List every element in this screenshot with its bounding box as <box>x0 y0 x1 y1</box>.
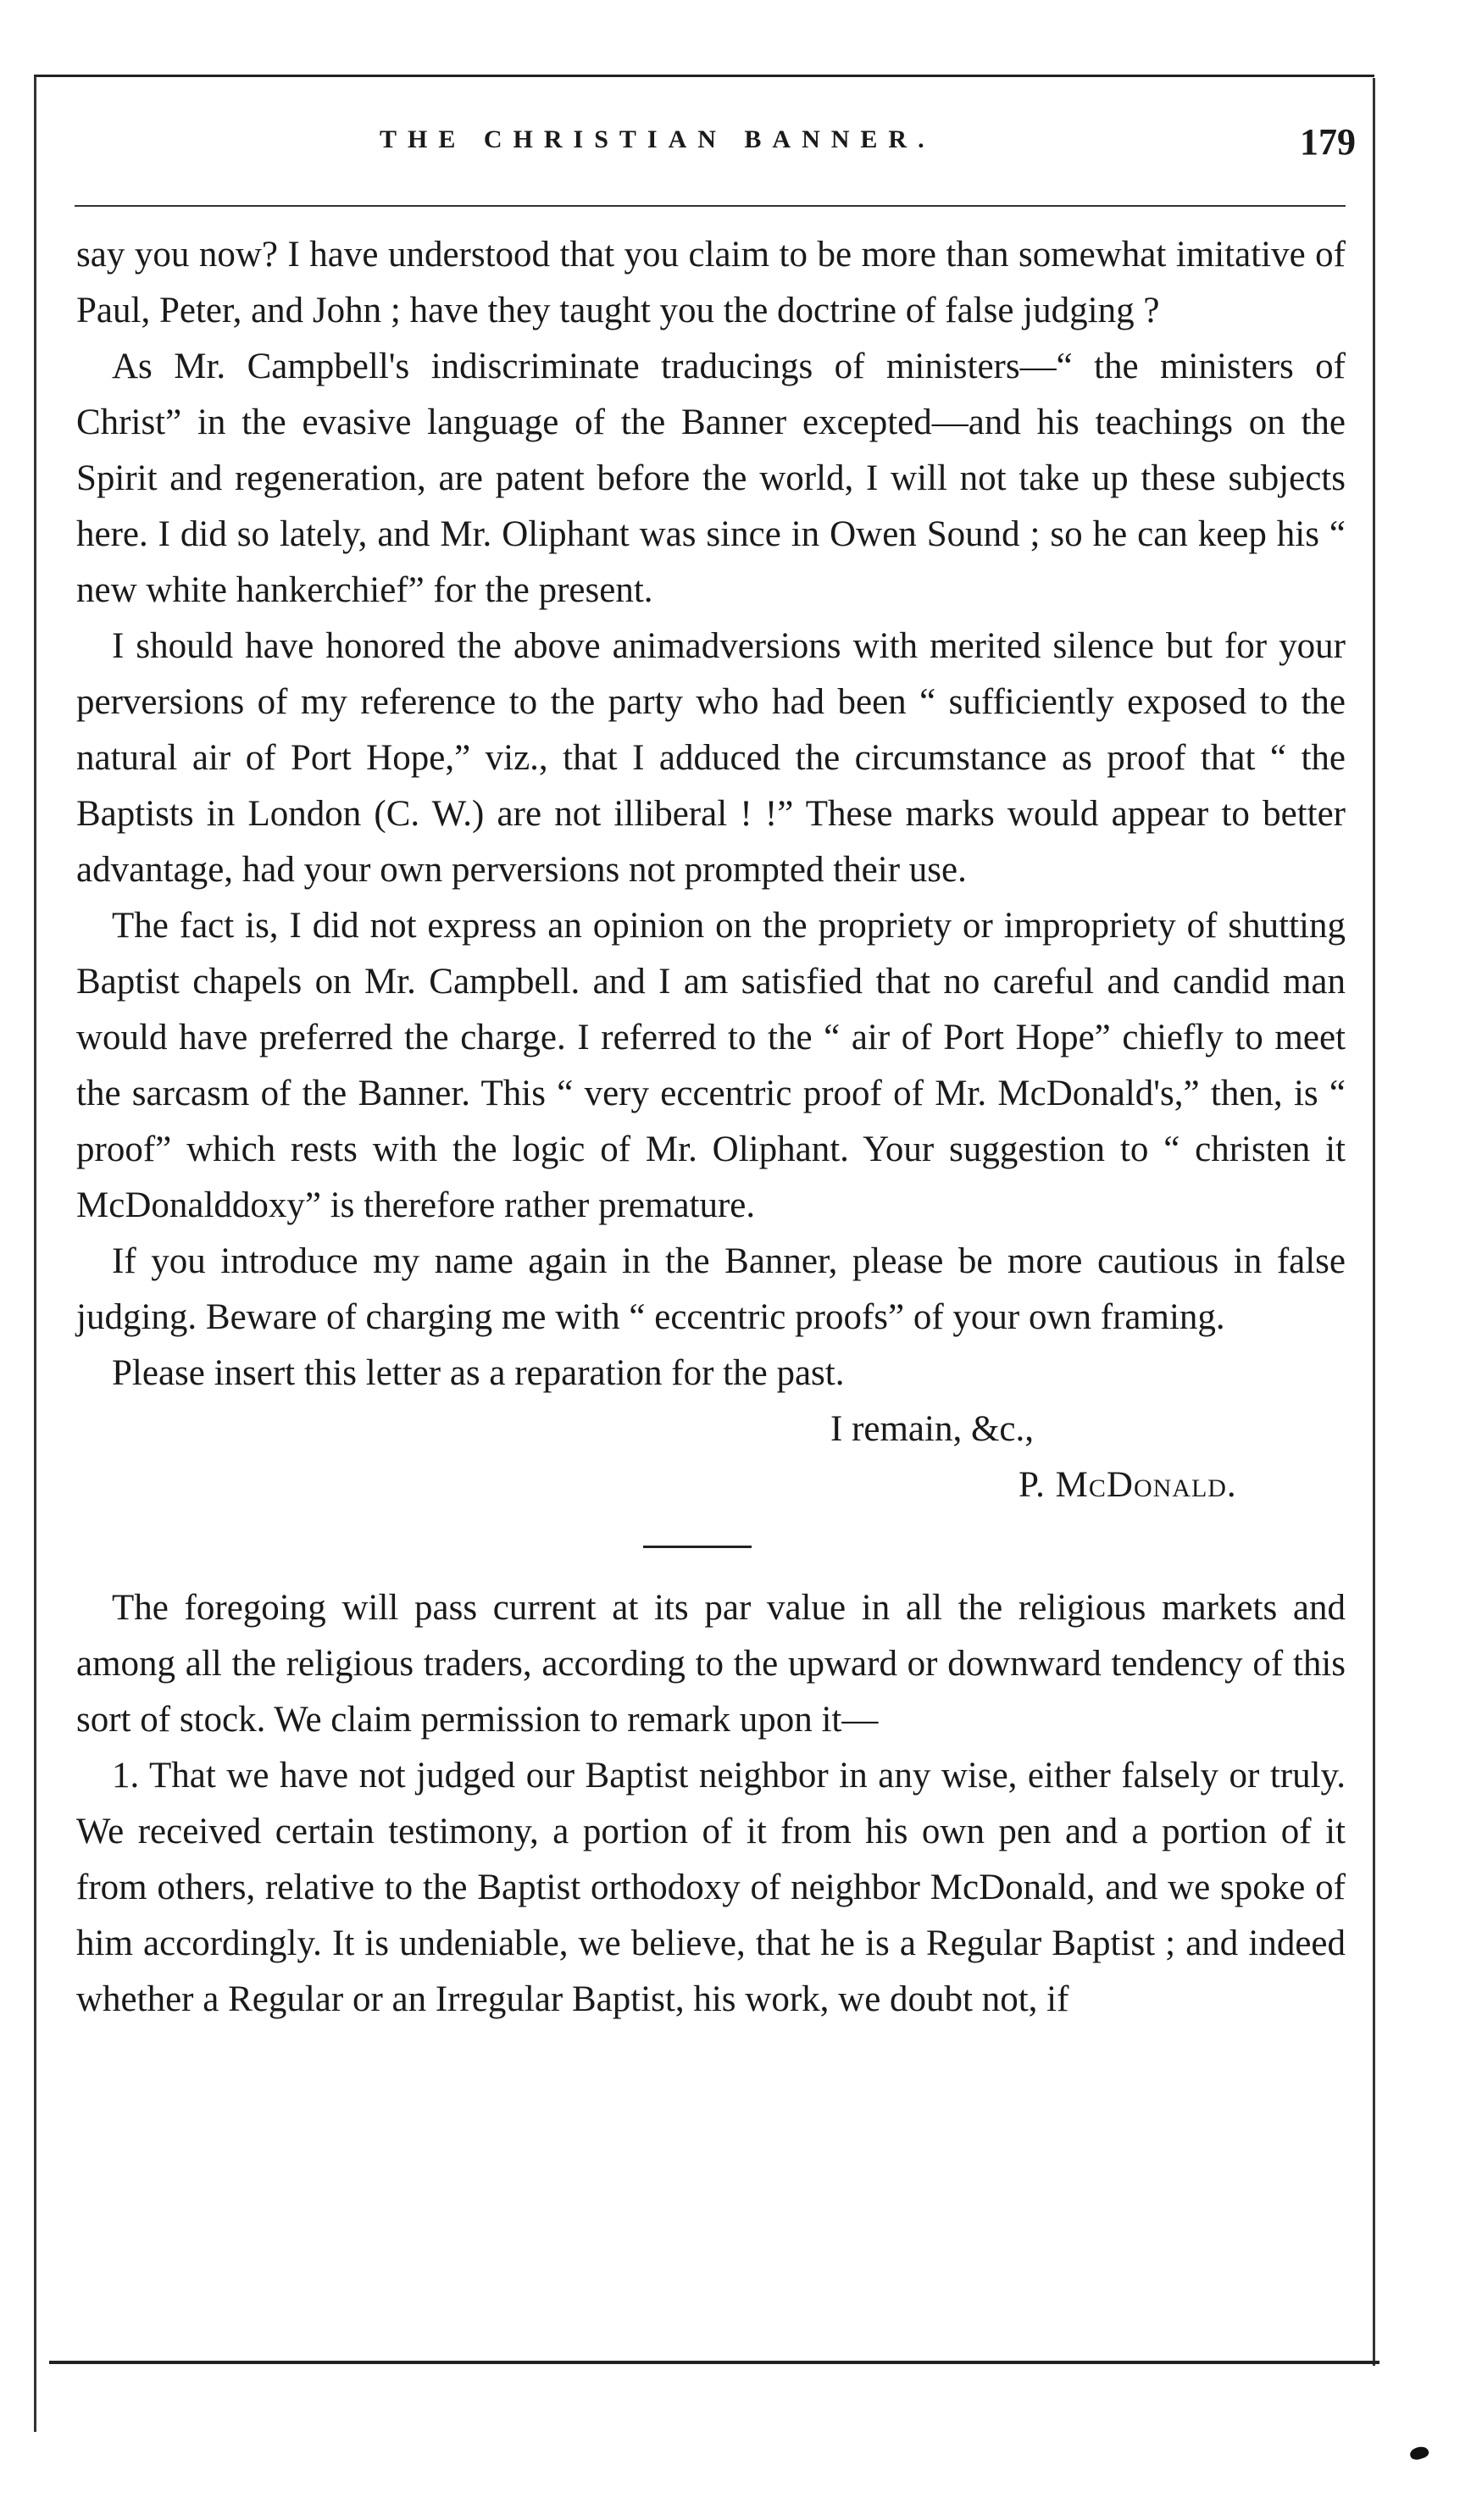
paragraph: The fact is, I did not express an opinion on the propriety or impropriety of shutting Baptist chapels on Mr. Campbell. and I am satisfied that no careful and candid man would have preferred the charge. I referred to the “ air of Port Hope” chiefly to meet the sarcasm of the Banner. This “ very eccentric proof of Mr. McDonald's,” then, is “ proof” which rests with the logic of Mr. Oliphant. Your suggestion to “ christen it McDonalddoxy” is therefore rather premature. <box>76 906 1346 1225</box>
header-rule <box>75 205 1346 207</box>
paragraph: Please insert this letter as a reparation for the past. <box>112 1353 845 1393</box>
page-border-bottom <box>49 2361 1379 2364</box>
letter-closing: I remain, &c., <box>830 1409 1034 1449</box>
article-body <box>76 227 1346 2028</box>
paragraph: The foregoing will pass current at its par value in all the religious markets and among all the religious traders, according to the upward or downward tendency of this sort of stock. We claim permission to remark upon it— <box>76 1588 1346 1740</box>
page-border-top <box>34 75 1374 77</box>
page-number: 179 <box>1300 121 1356 163</box>
paragraph-continued: say you now? I have understood that you claim to be more than somewhat imitative of Paul, Peter, and John ; have they taught you the doctrine of false judging ? <box>76 235 1346 330</box>
page-border-right <box>1373 78 1375 2366</box>
paragraph: As Mr. Campbell's indiscriminate traducings of ministers—“ the ministers of Christ” in the evasive language of the Banner excepted—and his teachings on the Spirit and regeneration, are patent before the world, I will not take up these subjects here. I did so lately, and Mr. Oliphant was since in Owen Sound ; so he can keep his “ new white hankerchief” for the present. <box>76 347 1346 610</box>
letter-signature: P. McDonald. <box>1019 1465 1237 1505</box>
paragraph: I should have honored the above animadversions with merited silence but for your perversions of my reference to the party who had been “ sufficiently exposed to the natural air of Port Hope,” viz., that I adduced the circumstance as proof that “ the Baptists in London (C. W.) are not illiberal ! !” These marks would appear to better advantage, had your own perversions not prompted their use. <box>76 626 1346 890</box>
running-title: THE CHRISTIAN BANNER. <box>380 125 935 153</box>
running-head <box>75 121 1356 176</box>
paragraph-numbered: 1. That we have not judged our Baptist neighbor in any wise, either falsely or truly. We received certain testimony, a portion of it from his own pen and a portion of it from others, relative to the Baptist orthodoxy of neighbor McDonald, and we spoke of him accordingly. It is undeniable, we believe, that he is a Regular Baptist ; and indeed whether a Regular or an Irregular Baptist, his work, we doubt not, if <box>76 1756 1346 2019</box>
paragraph: If you introduce my name again in the Banner, please be more cautious in false judging. Beware of charging me with “ eccentric proofs” of your own framing. <box>76 1241 1346 1337</box>
page-border-left <box>34 76 36 2432</box>
section-separator <box>643 1546 752 1548</box>
ink-blot <box>1408 2445 1429 2462</box>
